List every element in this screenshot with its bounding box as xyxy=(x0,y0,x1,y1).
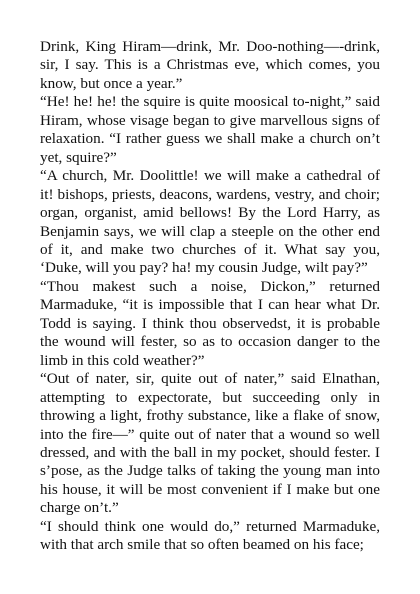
paragraph: “He! he! he! the squire is quite moosical to-night,” said Hiram, whose visage began to give marvellous signs of relaxation. “I rather guess we shall make a church on’t yet, squire?” xyxy=(40,93,380,166)
paragraph: “Out of nater, sir, quite out of nater,” said Elnathan, attempting to expectorate, but succeeding only in throwing a light, frothy substance, like a flake of snow, into the fire—” quite out of nater that a wound so well dressed, and with the ball in my pocket, should fester. I s’pose, as the Judge talks of taking the young man into his house, it will be most convenient if I make but one charge on’t.” xyxy=(40,370,380,517)
book-page-text xyxy=(40,38,380,555)
paragraph: Drink, King Hiram—drink, Mr. Doo-nothing—-drink, sir, I say. This is a Christmas eve, which comes, you know, but once a year.” xyxy=(40,38,380,92)
paragraph: “I should think one would do,” returned Marmaduke, with that arch smile that so often beamed on his face; xyxy=(40,517,380,554)
paragraph: “A church, Mr. Doolittle! we will make a cathedral of it! bishops, priests, deacons, wardens, vestry, and choir; organ, organist, amid bellows! By the Lord Harry, as Benjamin says, we will clap a steeple on the other end of it, and make two churches of it. What say you, ‘Duke, will you pay? ha! my cousin Judge, wilt pay?” xyxy=(40,167,380,277)
paragraph: “Thou makest such a noise, Dickon,” returned Marmaduke, “it is impossible that I can hear what Dr. Todd is saying. I think thou observedst, it is probable the wound will fester, so as to occasion danger to the limb in this cold weather?” xyxy=(40,277,380,369)
